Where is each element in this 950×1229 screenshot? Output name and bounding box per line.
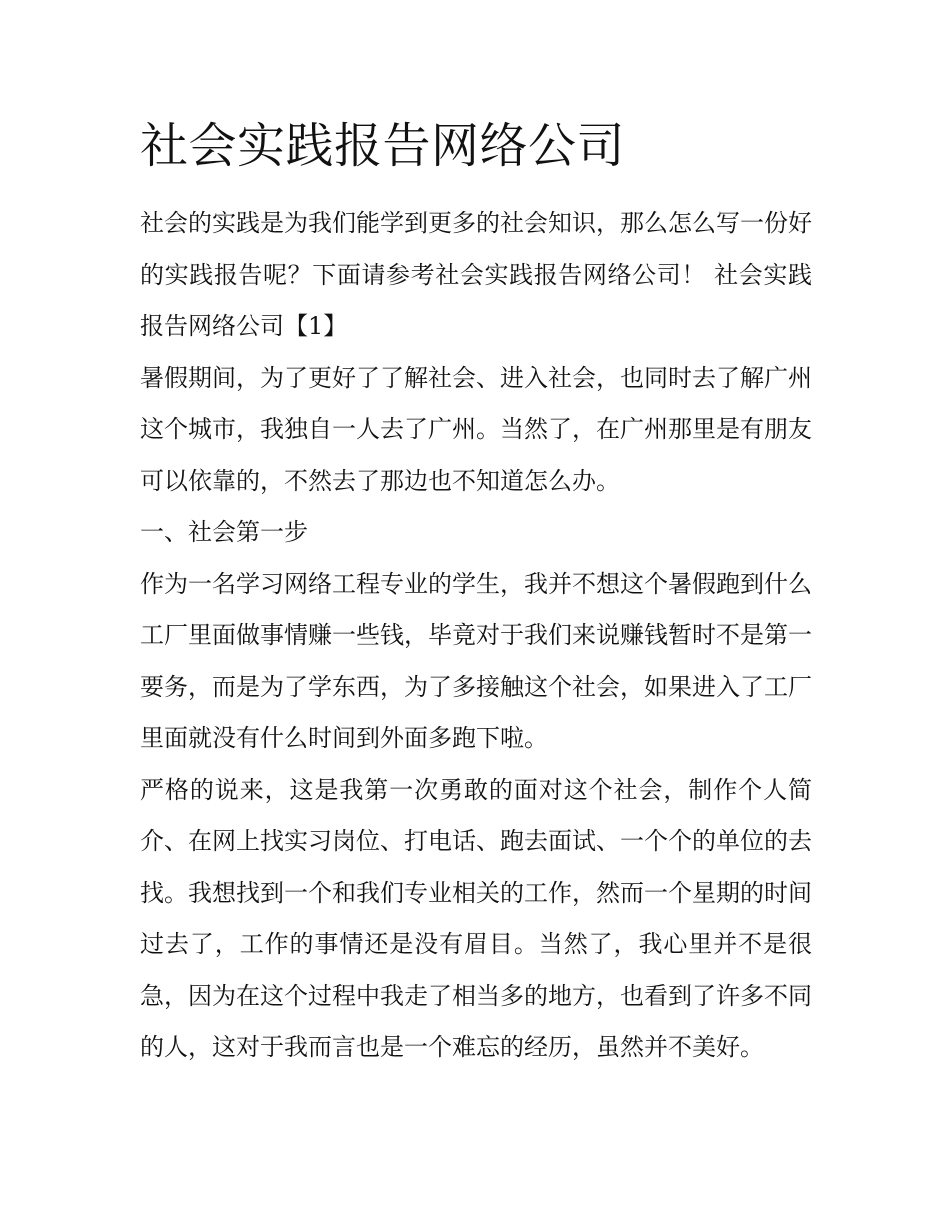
document-title: 社会实践报告网络公司 — [140, 118, 626, 174]
document-body — [140, 112, 812, 1074]
paragraph-intro: 社会的实践是为我们能学到更多的社会知识，那么怎么写一份好的实践报告呢？下面请参考社会实践报告网络公司！ 社会实践报告网络公司【1】 — [140, 209, 812, 340]
paragraph-summer: 暑假期间，为了更好了了解社会、进入社会，也同时去了解广州这个城市，我独自一人去了广州。当然了，在广州那里是有朋友可以依靠的，不然去了那边也不知道怎么办。 — [140, 363, 812, 495]
paragraph-goal: 作为一名学习网络工程专业的学生，我并不想这个暑假跑到什么工厂里面做事情赚一些钱，毕竟对于我们来说赚钱暂时不是第一要务，而是为了学东西，为了多接触这个社会，如果进入了工厂里面就没有什么时间到外面多跑下啦。 — [140, 569, 812, 752]
paragraph-job-search: 严格的说来，这是我第一次勇敢的面对这个社会，制作个人简介、在网上找实习岗位、打电话、跑去面试、一个个的单位的去找。我想找到一个和我们专业相关的工作，然而一个星期的时间过去了，工作的事情还是没有眉目。当然了，我心里并不是很急，因为在这个过程中我走了相当多的地方，也看到了许多不同的人，这对于我而言也是一个难忘的经历，虽然并不美好。 — [140, 775, 812, 1061]
section-heading: 一、社会第一步 — [140, 518, 308, 546]
